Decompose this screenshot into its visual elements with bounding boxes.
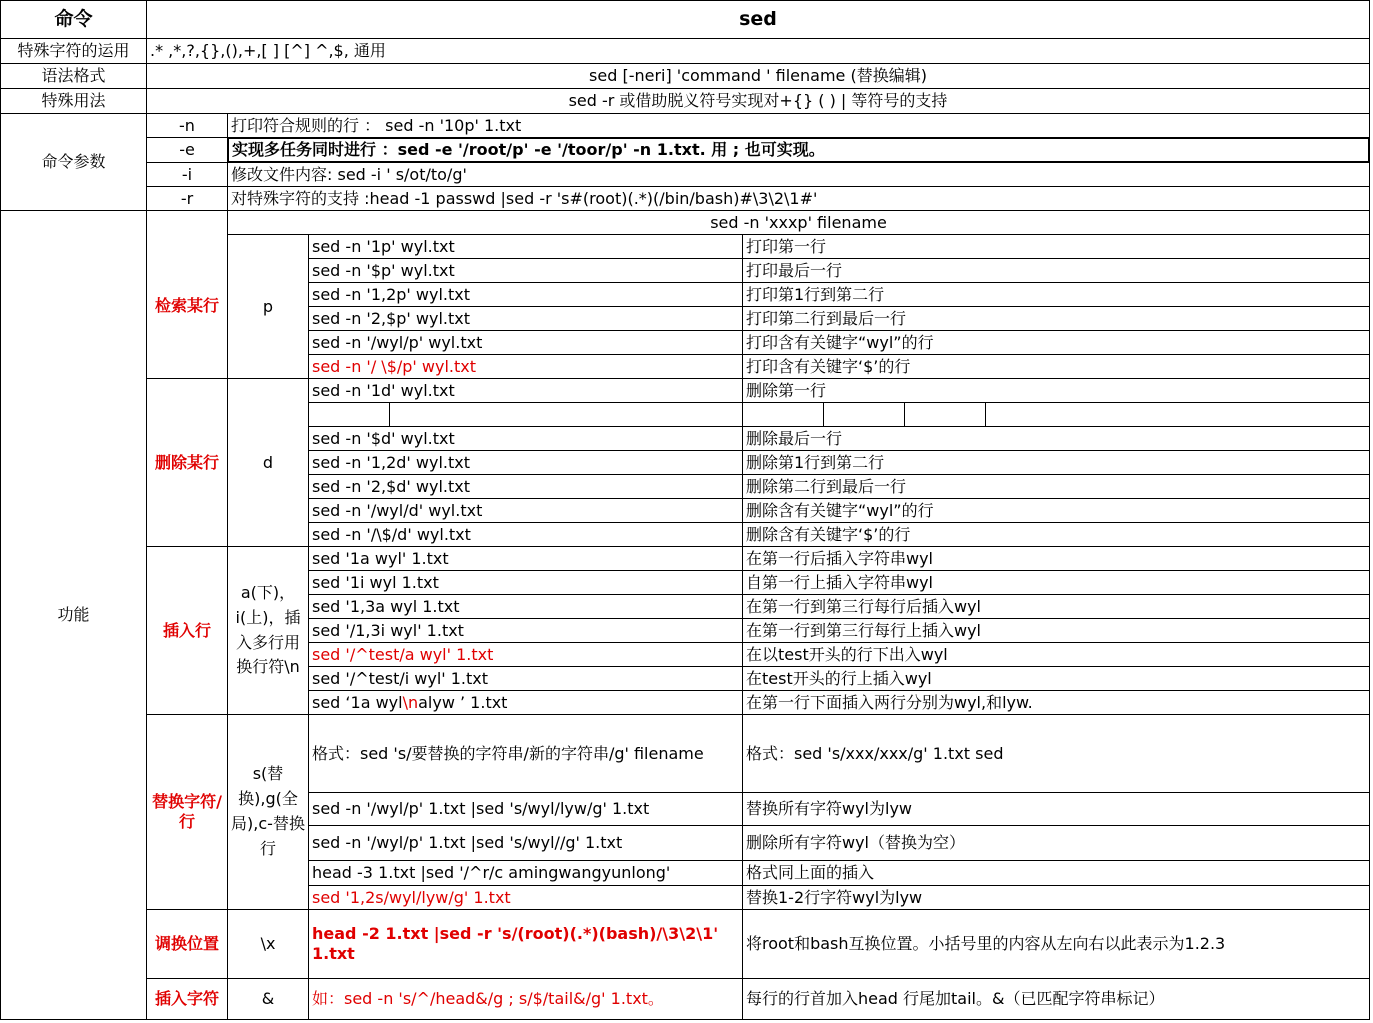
insert-desc: 在以test开头的行下出入wyl bbox=[742, 642, 1370, 667]
insert-cmd: sed '/^test/a wyl' 1.txt bbox=[308, 642, 743, 667]
special-usage-label: 特殊用法 bbox=[0, 88, 147, 114]
replace-cmd: sed -n '/wyl/p' 1.txt |sed 's/wyl/lyw/g' 1.txt bbox=[308, 792, 743, 826]
insert-desc: 在第一行后插入字符串wyl bbox=[742, 546, 1370, 571]
replace-section-title: 替换字符/行 bbox=[146, 714, 228, 910]
delete-cmd: sed -n '/\$/d' wyl.txt bbox=[308, 522, 743, 547]
print-desc: 打印第二行到最后一行 bbox=[742, 306, 1370, 331]
delete-cmd: sed -n '/wyl/d' wyl.txt bbox=[308, 498, 743, 523]
cmd-part: sed ‘1a wyl bbox=[312, 692, 403, 712]
param-flag: -r bbox=[146, 186, 228, 211]
insert-cmd: sed '1,3a wyl 1.txt bbox=[308, 594, 743, 619]
insert-cmd: sed '/^test/i wyl' 1.txt bbox=[308, 666, 743, 691]
swap-cmd: head -2 1.txt |sed -r 's/(root)(.*)(bash)/\3\2\1' 1.txt bbox=[308, 909, 743, 979]
param-flag: -e bbox=[146, 137, 228, 163]
swap-section-title: 调换位置 bbox=[146, 909, 228, 979]
replace-desc: 替换所有字符wyl为lyw bbox=[742, 792, 1370, 826]
insert-section-title: 插入行 bbox=[146, 546, 228, 715]
print-desc: 打印第1行到第二行 bbox=[742, 282, 1370, 307]
delete-cmd: sed -n '$d' wyl.txt bbox=[308, 426, 743, 451]
delete-cmd: sed -n '1,2d' wyl.txt bbox=[308, 450, 743, 475]
empty-cell bbox=[742, 402, 824, 427]
print-desc: 打印第一行 bbox=[742, 234, 1370, 259]
delete-desc: 删除第1行到第二行 bbox=[742, 450, 1370, 475]
insertchar-op: & bbox=[227, 978, 309, 1020]
insert-desc: 自第一行上插入字符串wyl bbox=[742, 570, 1370, 595]
delete-desc: 删除含有关键字‘$’的行 bbox=[742, 522, 1370, 547]
param-flag: -n bbox=[146, 113, 228, 138]
empty-cell bbox=[389, 402, 743, 427]
replace-desc: 删除所有字符wyl（替换为空） bbox=[742, 825, 1370, 861]
print-desc: 打印含有关键字‘$’的行 bbox=[742, 354, 1370, 379]
newline-escape: \n bbox=[402, 692, 419, 712]
empty-cell bbox=[308, 402, 390, 427]
insertchar-cmd: 如：sed -n 's/^/head&/g ; s/$/tail&/g' 1.txt。 bbox=[308, 978, 743, 1020]
replace-cmd: head -3 1.txt |sed '/^r/c amingwangyunlong' bbox=[308, 860, 743, 886]
print-desc: 打印含有关键字“wyl”的行 bbox=[742, 330, 1370, 355]
delete-section-title: 删除某行 bbox=[146, 378, 228, 547]
replace-desc: 格式同上面的插入 bbox=[742, 860, 1370, 886]
replace-cmd: sed -n '/wyl/p' 1.txt |sed 's/wyl//g' 1.txt bbox=[308, 825, 743, 861]
param-desc: 实现多任务同时进行 ：sed -e '/root/p' -e '/toor/p' -n 1.txt. 用 ; 也可实现。 bbox=[227, 137, 1370, 163]
replace-op: s(替换),g(全局),c-替换行 bbox=[227, 714, 309, 910]
insert-desc: 在第一行到第三行每行后插入wyl bbox=[742, 594, 1370, 619]
param-desc: 打印符合规则的行 ： sed -n '10p' 1.txt bbox=[227, 113, 1370, 138]
print-cmd: sed -n '/wyl/p' wyl.txt bbox=[308, 330, 743, 355]
empty-cell bbox=[823, 402, 905, 427]
delete-desc: 删除最后一行 bbox=[742, 426, 1370, 451]
replace-desc: 替换1-2行字符wyl为lyw bbox=[742, 885, 1370, 910]
print-cmd: sed -n '/ \$/p' wyl.txt bbox=[308, 354, 743, 379]
insert-cmd-multiline bbox=[308, 690, 743, 715]
insertchar-section-title: 插入字符 bbox=[146, 978, 228, 1020]
function-label: 功能 bbox=[0, 210, 147, 1020]
insert-cmd: sed '1a wyl' 1.txt bbox=[308, 546, 743, 571]
delete-cmd: sed -n '2,$d' wyl.txt bbox=[308, 474, 743, 499]
special-usage-value: sed -r 或借助脱义符号实现对+{} ( ) | 等符号的支持 bbox=[146, 88, 1370, 114]
delete-cmd: sed -n '1d' wyl.txt bbox=[308, 378, 743, 403]
syntax-label: 语法格式 bbox=[0, 63, 147, 89]
print-section-title: 检索某行 bbox=[146, 234, 228, 379]
syntax-value: sed [-neri] 'command ' filename (替换编辑) bbox=[146, 63, 1370, 89]
print-desc: 打印最后一行 bbox=[742, 258, 1370, 283]
swap-desc: 将root和bash互换位置。小括号里的内容从左向右以此表示为1.2.3 bbox=[742, 909, 1370, 979]
insertchar-desc: 每行的行首加入head 行尾加tail。&（已匹配字符串标记） bbox=[742, 978, 1370, 1020]
insert-desc: 在第一行下面插入两行分别为wyl,和lyw. bbox=[742, 690, 1370, 715]
params-label: 命令参数 bbox=[0, 113, 147, 211]
replace-desc: 格式：sed 's/xxx/xxx/g' 1.txt sed bbox=[742, 714, 1370, 793]
insert-cmd: sed '1i wyl 1.txt bbox=[308, 570, 743, 595]
param-desc: 修改文件内容: sed -i ' s/ot/to/g' bbox=[227, 162, 1370, 187]
print-cmd: sed -n '2,$p' wyl.txt bbox=[308, 306, 743, 331]
param-flag: -i bbox=[146, 162, 228, 187]
replace-cmd: sed '1,2s/wyl/lyw/g' 1.txt bbox=[308, 885, 743, 910]
print-op: p bbox=[227, 234, 309, 379]
delete-desc: 删除第一行 bbox=[742, 378, 1370, 403]
header-command-cell: 命令 bbox=[0, 0, 147, 39]
insert-cmd: sed '/1,3i wyl' 1.txt bbox=[308, 618, 743, 643]
insert-op: a(下)，i(上)，插入多行用换行符\n bbox=[227, 546, 309, 715]
insert-desc: 在test开头的行上插入wyl bbox=[742, 666, 1370, 691]
print-cmd: sed -n '$p' wyl.txt bbox=[308, 258, 743, 283]
param-desc: 对特殊字符的支持 :head -1 passwd |sed -r 's#(root)(.*)(/bin/bash)#\3\2\1#' bbox=[227, 186, 1370, 211]
func-top-syntax: sed -n 'xxxp' filename bbox=[227, 210, 1370, 235]
insert-desc: 在第一行到第三行每行上插入wyl bbox=[742, 618, 1370, 643]
cmd-part: alyw ’ 1.txt bbox=[418, 692, 508, 712]
print-cmd: sed -n '1p' wyl.txt bbox=[308, 234, 743, 259]
func-top-blank bbox=[146, 210, 228, 235]
special-chars-label: 特殊字符的运用 bbox=[0, 38, 147, 64]
print-cmd: sed -n '1,2p' wyl.txt bbox=[308, 282, 743, 307]
delete-desc: 删除含有关键字“wyl”的行 bbox=[742, 498, 1370, 523]
swap-op: \x bbox=[227, 909, 309, 979]
special-chars-value: .* ,*,?,{},(),+,[ ] [^] ^,$, 通用 bbox=[146, 38, 1370, 64]
empty-cell bbox=[904, 402, 986, 427]
empty-cell bbox=[985, 402, 1370, 427]
delete-desc: 删除第二行到最后一行 bbox=[742, 474, 1370, 499]
header-sed-cell: sed bbox=[146, 0, 1370, 39]
replace-cmd: 格式：sed 's/要替换的字符串/新的字符串/g' filename bbox=[308, 714, 743, 793]
delete-op: d bbox=[227, 378, 309, 547]
